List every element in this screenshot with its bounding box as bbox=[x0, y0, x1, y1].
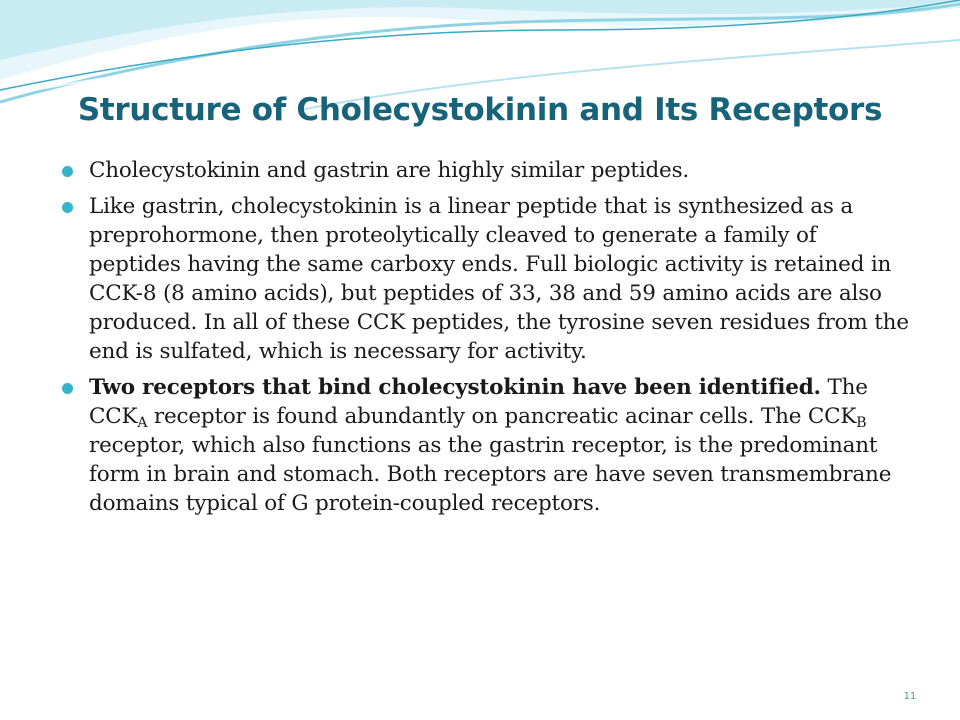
bullet-item bbox=[62, 192, 912, 366]
bullet-text-part: receptor is found abundantly on pancreatic acinar cells. The CCK bbox=[147, 404, 857, 429]
bullet-list bbox=[62, 156, 912, 525]
bullet-text-part: receptor, which also functions as the gastrin receptor, is the predominant form in brain and stomach. Both receptors are have seven transmembrane domains typical of G protein-coupled receptors. bbox=[89, 433, 892, 516]
bullet-item bbox=[62, 156, 912, 185]
bullet-text: Cholecystokinin and gastrin are highly similar peptides. bbox=[89, 158, 690, 183]
bullet-text-part: The CCK bbox=[89, 375, 868, 429]
bullet-dot-icon bbox=[62, 383, 73, 394]
bullet-item bbox=[62, 373, 912, 518]
bullet-dot-icon bbox=[62, 202, 73, 213]
bullet-text: Like gastrin, cholecystokinin is a linear peptide that is synthesized as a preprohormone, then proteolytically cleaved to generate a family of peptides having the same carboxy ends. Full biologic activity is retained in CCK-8 (8 amino acids), but peptides of 33, 38 and 59 amino acids are also produced. In all of these CCK peptides, the tyrosine seven residues from the end is sulfated, which is necessary for activity. bbox=[89, 194, 909, 364]
slide-title: Structure of Cholecystokinin and Its Receptors bbox=[77, 92, 883, 128]
cck-a-subscript: A bbox=[137, 415, 148, 431]
cck-b-subscript: B bbox=[856, 415, 867, 431]
bullet-bold-lead: Two receptors that bind cholecystokinin have been identified. bbox=[89, 375, 821, 400]
bullet-dot-icon bbox=[62, 166, 73, 177]
page-number: 11 bbox=[903, 691, 917, 702]
